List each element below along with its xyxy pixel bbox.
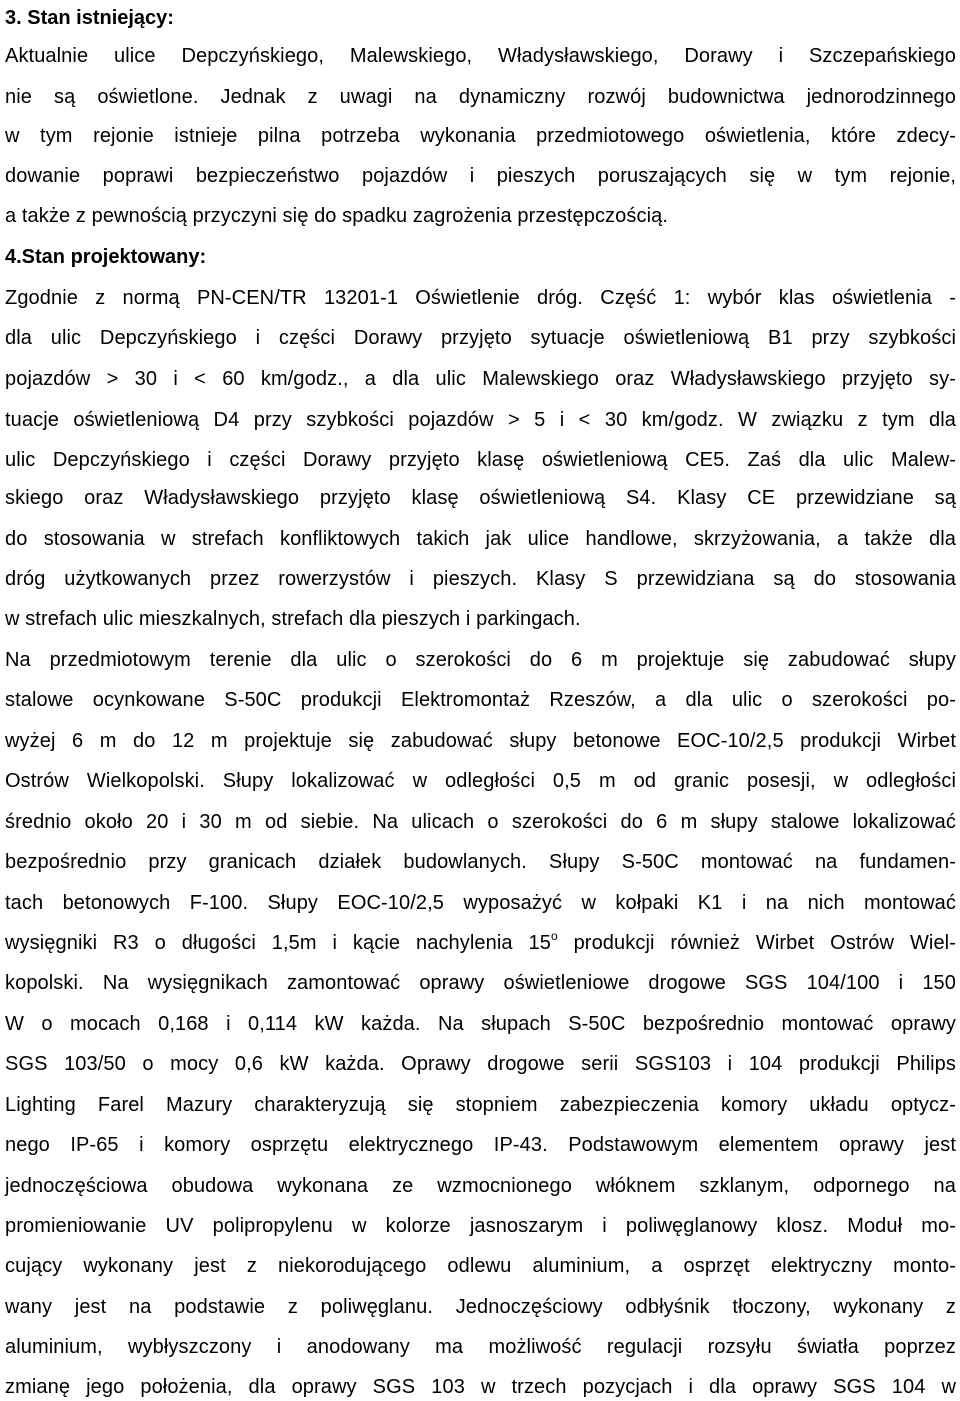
paragraph-line: ulic Depczyńskiego i części Dorawy przyjęto klasę oświetleniową CE5. Zaś dla ulic Malew-	[5, 449, 956, 471]
paragraph-line: do stosowania w strefach konfliktowych takich jak ulice handlowe, skrzyżowania, a także dla	[5, 528, 956, 550]
paragraph-line: Lighting Farel Mazury charakteryzują się stopniem zabezpieczenia komory układu optycz-	[5, 1094, 956, 1116]
paragraph-line: W o mocach 0,168 i 0,114 kW każda. Na słupach S-50C bezpośrednio montować oprawy	[5, 1013, 956, 1035]
paragraph-line: jednoczęściowa obudowa wykonana ze wzmocnionego włóknem szklanym, odpornego na	[5, 1175, 956, 1197]
paragraph-line: Zgodnie z normą PN-CEN/TR 13201-1 Oświetlenie dróg. Część 1: wybór klas oświetlenia -	[5, 287, 956, 309]
paragraph-line: skiego oraz Władysławskiego przyjęto klasę oświetleniową S4. Klasy CE przewidziane są	[5, 487, 956, 509]
paragraph-line: w strefach ulic mieszkalnych, strefach dla pieszych i parkingach.	[5, 608, 581, 630]
paragraph-line: dowanie poprawi bezpieczeństwo pojazdów i pieszych poruszających się w tym rejonie,	[5, 165, 956, 187]
paragraph-line: tach betonowych F-100. Słupy EOC-10/2,5 wyposażyć w kołpaki K1 i na nich montować	[5, 892, 956, 914]
paragraph-line: promieniowanie UV polipropylenu w kolorze jasnoszarym i poliwęglanowy klosz. Moduł mo-	[5, 1215, 956, 1237]
paragraph-line: dla ulic Depczyńskiego i części Dorawy przyjęto sytuacje oświetleniową B1 przy szybkości	[5, 327, 956, 349]
section-3-heading: 3. Stan istniejący:	[5, 7, 174, 29]
paragraph-line-with-degree	[5, 931, 956, 955]
degree-line-before: wysięgniki R3 o długości 1,5m i kącie nachylenia 15	[5, 932, 551, 954]
paragraph-line: pojazdów > 30 i < 60 km/godz., a dla ulic Malewskiego oraz Władysławskiego przyjęto sy-	[5, 368, 956, 390]
paragraph-line: cujący wykonany jest z niekorodującego odlewu aluminium, a osprzęt elektryczny monto-	[5, 1255, 956, 1277]
paragraph-line: wyżej 6 m do 12 m projektuje się zabudować słupy betonowe EOC-10/2,5 produkcji Wirbet	[5, 730, 956, 752]
paragraph-line: aluminium, wybłyszczony i anodowany ma możliwość regulacji rozsyłu światła poprzez	[5, 1336, 956, 1358]
section-4-heading: 4.Stan projektowany:	[5, 246, 207, 268]
paragraph-line: a także z pewnością przyczyni się do spadku zagrożenia przestępczością.	[5, 205, 668, 227]
degree-superscript: o	[550, 929, 558, 943]
paragraph-line: nego IP-65 i komory osprzętu elektrycznego IP-43. Podstawowym elementem oprawy jest	[5, 1134, 956, 1156]
paragraph-line: wany jest na podstawie z poliwęglanu. Jednoczęściowy odbłyśnik tłoczony, wykonany z	[5, 1296, 956, 1318]
paragraph-line: dróg użytkowanych przez rowerzystów i pieszych. Klasy S przewidziana są do stosowania	[5, 568, 956, 590]
paragraph-line: stalowe ocynkowane S-50C produkcji Elektromontaż Rzeszów, a dla ulic o szerokości po-	[5, 689, 956, 711]
paragraph-line: w tym rejonie istnieje pilna potrzeba wykonania przedmiotowego oświetlenia, które zdecy-	[5, 125, 956, 147]
paragraph-line: bezpośrednio przy granicach działek budowlanych. Słupy S-50C montować na fundamen-	[5, 851, 956, 873]
paragraph-line: nie są oświetlone. Jednak z uwagi na dynamiczny rozwój budownictwa jednorodzinnego	[5, 86, 956, 108]
paragraph-line: kopolski. Na wysięgnikach zamontować oprawy oświetleniowe drogowe SGS 104/100 i 150	[5, 972, 956, 994]
paragraph-line: średnio około 20 i 30 m od siebie. Na ulicach o szerokości do 6 m słupy stalowe lokalizować	[5, 811, 956, 833]
paragraph-line: Ostrów Wielkopolski. Słupy lokalizować w odległości 0,5 m od granic posesji, w odległości	[5, 770, 956, 792]
paragraph-line: Na przedmiotowym terenie dla ulic o szerokości do 6 m projektuje się zabudować słupy	[5, 649, 956, 671]
paragraph-line: tuacje oświetleniową D4 przy szybkości pojazdów > 5 i < 30 km/godz. W związku z tym dla	[5, 409, 956, 431]
paragraph-line: Aktualnie ulice Depczyńskiego, Malewskiego, Władysławskiego, Dorawy i Szczepańskiego	[5, 45, 956, 67]
paragraph-line: SGS 103/50 o mocy 0,6 kW każda. Oprawy drogowe serii SGS103 i 104 produkcji Philips	[5, 1053, 956, 1075]
degree-line-after: produkcji również Wirbet Ostrów Wiel-	[557, 932, 956, 954]
paragraph-line: zmianę jego położenia, dla oprawy SGS 103 w trzech pozycjach i dla oprawy SGS 104 w	[5, 1376, 956, 1398]
